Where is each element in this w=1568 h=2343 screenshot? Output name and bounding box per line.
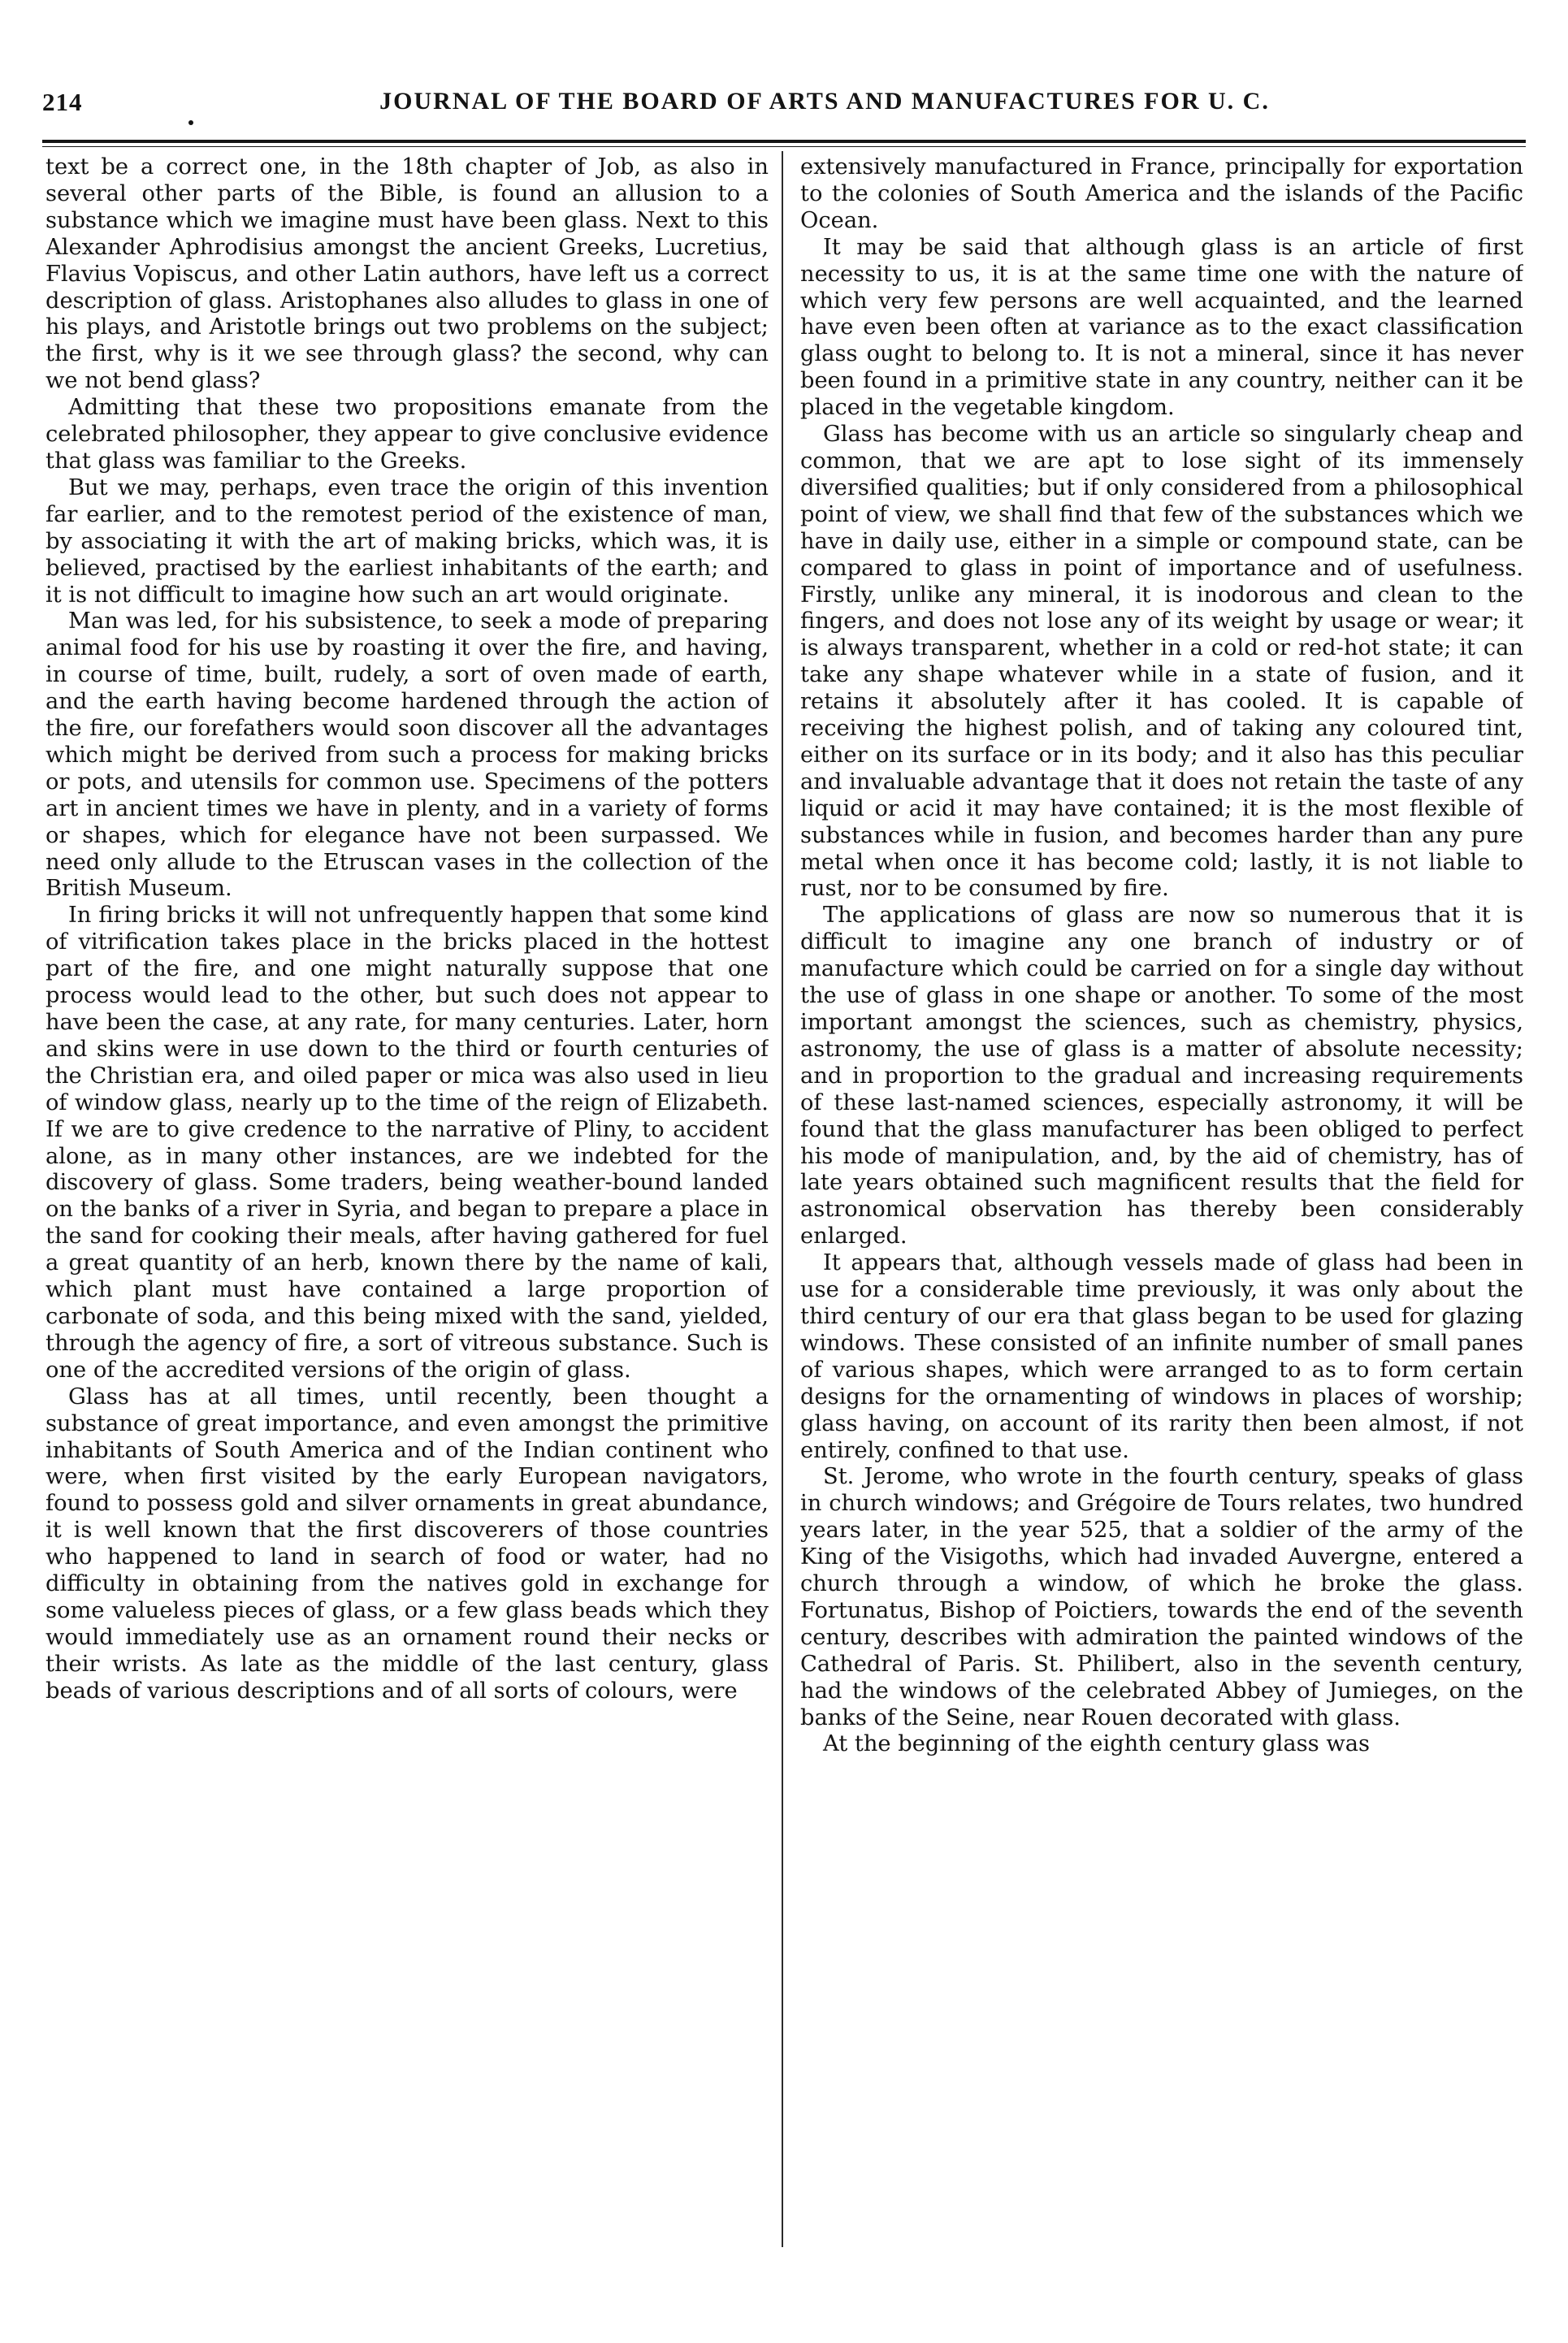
header-dot-ornament <box>188 120 193 125</box>
left-column <box>45 154 769 2259</box>
paragraph: It appears that, although vessels made of glass had been in use for a considerable time previously, it was only about the third century of our era that glass began to be used for glazing windows. These consisted of an infinite number of small panes of various shapes, which were arranged to as to form certain designs for the ornamenting of windows in places of worship; glass having, on account of its rarity then been almost, if not entirely, confined to that use. <box>800 1250 1523 1463</box>
page-number: 214 <box>42 88 83 116</box>
paragraph: It may be said that although glass is an article of first necessity to us, it is at the same time one with the nature of which very few persons are well acquainted, and the learned have even been often at variance as to the exact classification glass ought to belong to. It is not a mineral, since it has never been found in a primitive state in any country, neither can it be placed in the vegetable kingdom. <box>800 234 1523 421</box>
paragraph: St. Jerome, who wrote in the fourth century, speaks of glass in church windows; and Grégoire de Tours relates, two hundred years later, in the year 525, that a soldier of the army of the King of the Visigoths, which had invaded Auvergne, entered a church through a window, of which he broke the glass. Fortunatus, Bishop of Poictiers, towards the end of the seventh century, describes with admiration the painted windows of the Cathedral of Paris. St. Philibert, also in the seventh century, had the windows of the celebrated Abbey of Jumieges, on the banks of the Seine, near Rouen decorated with glass. <box>800 1464 1523 1730</box>
header-rule-thick <box>42 140 1526 143</box>
paragraph: Glass has at all times, until recently, been thought a substance of great importance, and even amongst the primitive inhabitants of South America and of the Indian continent who were, when first visited by the early European navigators, found to possess gold and silver ornaments in great abundance, it is well known that the first discoverers of those countries who happened to land in search of food or water, had no difficulty in obtaining from the natives gold in exchange for some valueless pieces of glass, or a few glass beads which they would immediately use as an ornament round their necks or their wrists. As late as the middle of the last century, glass beads of various descriptions and of all sorts of colours, were <box>45 1384 769 1704</box>
running-head-title: JOURNAL OF THE BOARD OF ARTS AND MANUFACTURES FOR U. C. <box>379 88 1270 115</box>
right-column <box>800 154 1523 2259</box>
paragraph: extensively manufactured in France, principally for exportation to the colonies of South America and the islands of the Pacific Ocean. <box>800 154 1523 233</box>
paragraph: At the beginning of the eighth century glass was <box>823 1731 1371 1757</box>
paragraph: Man was led, for his subsistence, to seek a mode of preparing animal food for his use by roasting it over the fire, and having, in course of time, built, rudely, a sort of oven made of earth, and the earth having become hardened through the action of the fire, our forefathers would soon discover all the advantages which might be derived from such a process for making bricks or pots, and utensils for common use. Specimens of the potters art in ancient times we have in plenty, and in a variety of forms or shapes, which for elegance have not been surpassed. We need only allude to the Etruscan vases in the collection of the British Museum. <box>45 608 769 902</box>
paragraph: But we may, perhaps, even trace the origin of this invention far earlier, and to the remotest period of the existence of man, by associating it with the art of making bricks, which was, it is believed, practised by the earliest inhabitants of the earth; and it is not difficult to imagine how such an art would originate. <box>45 474 769 608</box>
paragraph: Admitting that these two propositions emanate from the celebrated philosopher, they appear to give conclusive evidence that glass was familiar to the Greeks. <box>45 395 769 474</box>
paragraph: text be a correct one, in the 18th chapter of Job, as also in several other parts of the Bible, is found an allusion to a substance which we imagine must have been glass. Next to this Alexander Aphrodisius amongst the ancient Greeks, Lucretius, Flavius Vopiscus, and other Latin authors, have left us a correct description of glass. Aristophanes also alludes to glass in one of his plays, and Aristotle brings out two problems on the subject; the first, why is it we see through glass? the second, why can we not bend glass? <box>45 154 769 394</box>
header-rule-thin <box>42 146 1526 147</box>
paragraph: In firing bricks it will not unfrequently happen that some kind of vitrification takes place in the bricks placed in the hottest part of the fire, and one might naturally suppose that one process would lead to the other, but such does not appear to have been the case, at any rate, for many centuries. Later, horn and skins were in use down to the third or fourth centuries of the Christian era, and oiled paper or mica was also used in lieu of window glass, nearly up to the time of the reign of Elizabeth. If we are to give credence to the narrative of Pliny, to accident alone, as in many other instances, are we indebted for the discovery of glass. Some traders, being weather-bound landed on the banks of a river in Syria, and began to prepare a place in the sand for cooking their meals, after having gathered for fuel a great quantity of an herb, known there by the name of kali, which plant must have contained a large proportion of carbonate of soda, and this being mixed with the sand, yielded, through the agency of fire, a sort of vitreous substance. Such is one of the accredited versions of the origin of glass. <box>45 903 769 1383</box>
paragraph: Glass has become with us an article so singularly cheap and common, that we are apt to lose sight of its immensely diversified qualities; but if only considered from a philosophical point of view, we shall find that few of the substances which we have in daily use, either in a simple or compound state, can be compared to glass in point of importance and of usefulness. Firstly, unlike any mineral, it is inodorous and clean to the fingers, and does not lose any of its weight by usage or wear; it is always transparent, whether in a cold or red-hot state; it can take any shape whatever while in a state of fusion, and it retains it absolutely after it has cooled. It is capable of receiving the highest polish, and of taking any coloured tint, either on its surface or in its body; and it also has this peculiar and invaluable advantage that it does not retain the taste of any liquid or acid it may have contained; it is the most flexible of substances while in fusion, and becomes harder than any pure metal when once it has become cold; lastly, it is not liable to rust, nor to be consumed by fire. <box>800 422 1523 902</box>
column-divider <box>782 151 783 2247</box>
paragraph: The applications of glass are now so numerous that it is difficult to imagine any one branch of industry or of manufacture which could be carried on for a single day without the use of glass in one shape or another. To some of the most important amongst the sciences, such as chemistry, physics, astronomy, the use of glass is a matter of absolute necessity; and in proportion to the gradual and increasing requirements of these last-named sciences, especially astronomy, it will be found that the glass manufacturer has been obliged to perfect his mode of manipulation, and, by the aid of chemistry, has of late years obtained such magnificent results that the field for astronomical observation has thereby been considerably enlarged. <box>800 903 1523 1249</box>
